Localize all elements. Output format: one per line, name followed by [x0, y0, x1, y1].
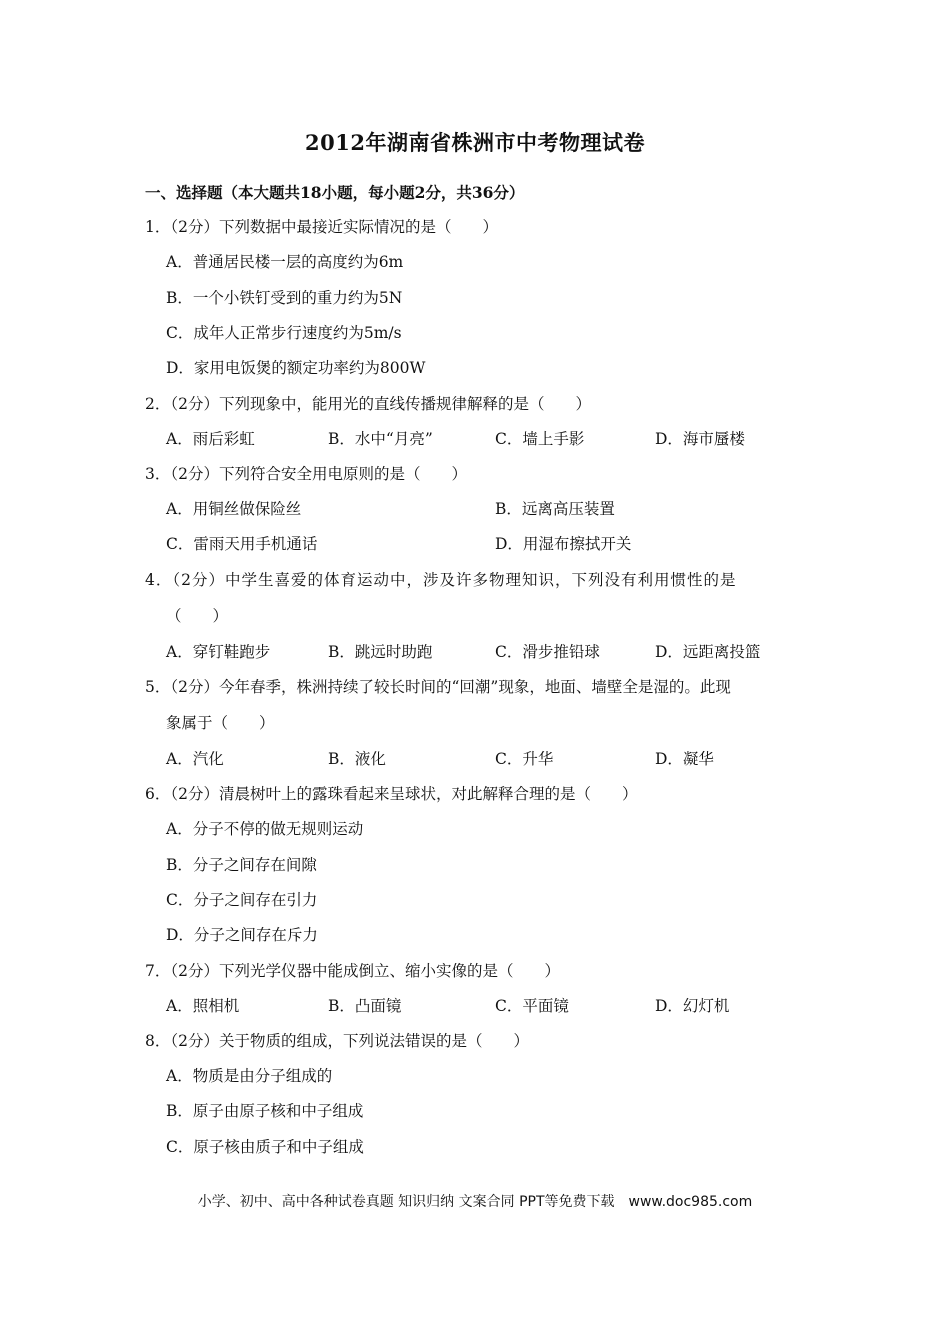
- question-6-option-a: A．分子不停的做无规则运动: [166, 820, 364, 838]
- question-3-option-c: C．雷雨天用手机通话: [166, 535, 318, 553]
- question-5-continuation: 象属于（ ）: [166, 714, 275, 732]
- question-1-option-a: A．普通居民楼一层的高度约为6m: [166, 253, 404, 271]
- question-6-option-d: D．分子之间存在斥力: [166, 926, 318, 944]
- question-2-option-a: A．雨后彩虹: [166, 430, 255, 448]
- question-3-option-b: B．远离高压装置: [495, 500, 615, 518]
- question-5-option-b: B．液化: [328, 750, 386, 768]
- question-7-option-a: A．照相机: [166, 997, 240, 1015]
- section-heading: 一、选择题（本大题共18小题，每小题2分，共36分）: [145, 183, 525, 202]
- question-7-option-d: D．幻灯机: [655, 997, 730, 1015]
- question-7-option-c: C．平面镜: [495, 997, 569, 1015]
- question-8-option-c: C．原子核由质子和中子组成: [166, 1138, 364, 1156]
- question-4-option-d: D．远距离投篮: [655, 643, 761, 661]
- question-5-option-d: D．凝华: [655, 750, 714, 768]
- question-4-option-a: A．穿钉鞋跑步: [166, 643, 271, 661]
- question-2-option-b: B．水中“月亮”: [328, 430, 433, 448]
- question-5-option-c: C．升华: [495, 750, 554, 768]
- question-3-option-a: A．用铜丝做保险丝: [166, 500, 302, 518]
- question-1-option-c: C．成年人正常步行速度约为5m/s: [166, 324, 402, 342]
- question-1-option-d: D．家用电饭煲的额定功率约为800W: [166, 359, 426, 377]
- question-6-option-c: C．分子之间存在引力: [166, 891, 318, 909]
- question-2: 2．（2分）下列现象中，能用光的直线传播规律解释的是（ ）: [145, 395, 591, 413]
- question-8-option-b: B．原子由原子核和中子组成: [166, 1102, 364, 1120]
- question-3-option-d: D．用湿布擦拭开关: [495, 535, 632, 553]
- page-footer: 小学、初中、高中各种试卷真题 知识归纳 文案合同 PPT等免费下载 www.doc985.com: [197, 1194, 753, 1210]
- question-4-option-c: C．滑步推铅球: [495, 643, 600, 661]
- question-1-option-b: B．一个小铁钉受到的重力约为5N: [166, 289, 403, 307]
- question-7: 7．（2分）下列光学仪器中能成倒立、缩小实像的是（ ）: [145, 962, 560, 980]
- question-3: 3．（2分）下列符合安全用电原则的是（ ）: [145, 465, 467, 483]
- question-8: 8．（2分）关于物质的组成，下列说法错误的是（ ）: [145, 1032, 529, 1050]
- question-4-option-b: B．跳远时助跑: [328, 643, 433, 661]
- question-8-option-a: A．物质是由分子组成的: [166, 1067, 333, 1085]
- question-1: 1．（2分）下列数据中最接近实际情况的是（ ）: [145, 218, 498, 236]
- question-5: 5．（2分）今年春季，株洲持续了较长时间的“回潮”现象，地面、墙壁全是湿的。此现: [145, 678, 731, 696]
- question-2-option-c: C．墙上手影: [495, 430, 585, 448]
- question-2-option-d: D．海市蜃楼: [655, 430, 745, 448]
- page-title: 2012年湖南省株洲市中考物理试卷: [305, 130, 645, 155]
- question-4: 4．（2分）中学生喜爱的体育运动中，涉及许多物理知识，下列没有利用惯性的是: [145, 571, 737, 589]
- question-4-continuation: （ ）: [166, 607, 229, 625]
- question-7-option-b: B．凸面镜: [328, 997, 402, 1015]
- question-6-option-b: B．分子之间存在间隙: [166, 856, 317, 874]
- question-6: 6．（2分）清晨树叶上的露珠看起来呈球状，对此解释合理的是（ ）: [145, 785, 638, 803]
- question-5-option-a: A．汽化: [166, 750, 224, 768]
